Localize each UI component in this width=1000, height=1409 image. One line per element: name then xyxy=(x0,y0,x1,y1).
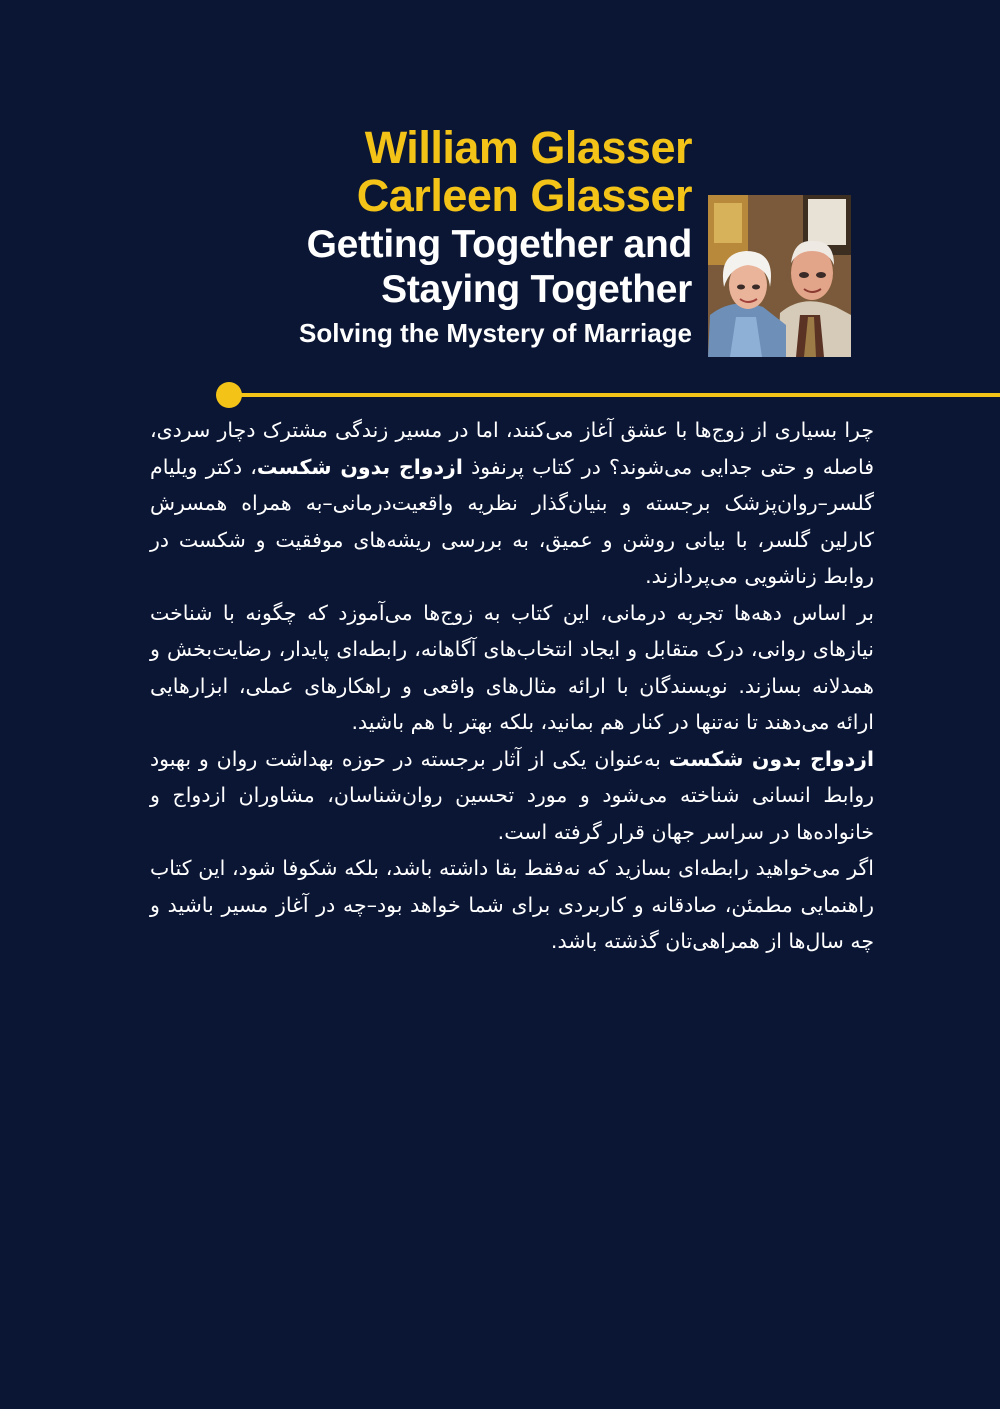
book-title-line-1: Getting Together and xyxy=(306,223,692,266)
paragraph-3-text: به‌عنوان یکی از آثار برجسته در حوزه بهداشت روان و بهبود روابط انسانی شناخته می‌شود و مورد تحسین روان‌شناسان، مشاوران ازدواج و خانواده‌ها در سراسر جهان قرار گرفته است. xyxy=(150,746,874,844)
book-subtitle: Solving the Mystery of Marriage xyxy=(299,318,692,348)
authors-photo xyxy=(708,195,851,357)
description-paragraph-2: بر اساس دهه‌ها تجربه درمانی، این کتاب به زوج‌ها می‌آموزد که چگونه با شناخت نیازهای روانی، درک متقابل و ایجاد انتخاب‌های آگاهانه، رابطه‌ای پایدار، رضایت‌بخش و همدلانه بسازند. نویسندگان با ارائه مثال‌های واقعی و راهکارهای عملی، ابزارهایی ارائه می‌دهند تا نه‌تنها در کنار هم بمانید، بلکه بهتر با هم باشید. xyxy=(150,600,874,734)
description-paragraph-3 xyxy=(150,741,874,851)
book-description xyxy=(150,412,874,960)
yellow-divider-line xyxy=(228,393,1000,397)
authors-portrait-illustration xyxy=(708,195,851,357)
paragraph-1-text-b: ، دکتر ویلیام گلسر–روان‌پزشک برجسته و بنیان‌گذار نظریه واقعیت‌درمانی–به همراه همسرش کارلین گلسر، با بیانی روشن و عمیق، به بررسی ریشه‌های موفقیت و شکست در روابط زناشویی می‌پردازند. xyxy=(150,454,874,588)
cover-header xyxy=(172,124,692,348)
book-title-persian-2: ازدواج بدون شکست xyxy=(668,746,874,771)
book-title-persian: ازدواج بدون شکست xyxy=(256,454,463,479)
yellow-divider-dot xyxy=(216,382,242,408)
description-paragraph-4: اگر می‌خواهید رابطه‌ای بسازید که نه‌فقط بقا داشته باشد، بلکه شکوفا شود، این کتاب راهنمایی مطمئن، صادقانه و کاربردی برای شما خواهد بود–چه در آغاز مسیر باشید و چه سال‌ها از همراهی‌تان گذشته باشد. xyxy=(150,856,874,953)
book-title-line-2: Staying Together xyxy=(381,268,692,311)
author-name-carleen: Carleen Glasser xyxy=(356,170,692,221)
description-paragraph-1 xyxy=(150,412,874,595)
author-name-william: William Glasser xyxy=(364,122,692,173)
paragraph-1-text-a: چرا بسیاری از زوج‌ها با عشق آغاز می‌کنند، اما در مسیر زندگی مشترک دچار سردی، فاصله و حتی جدایی می‌شوند؟ در کتاب پرنفوذ xyxy=(150,418,874,479)
